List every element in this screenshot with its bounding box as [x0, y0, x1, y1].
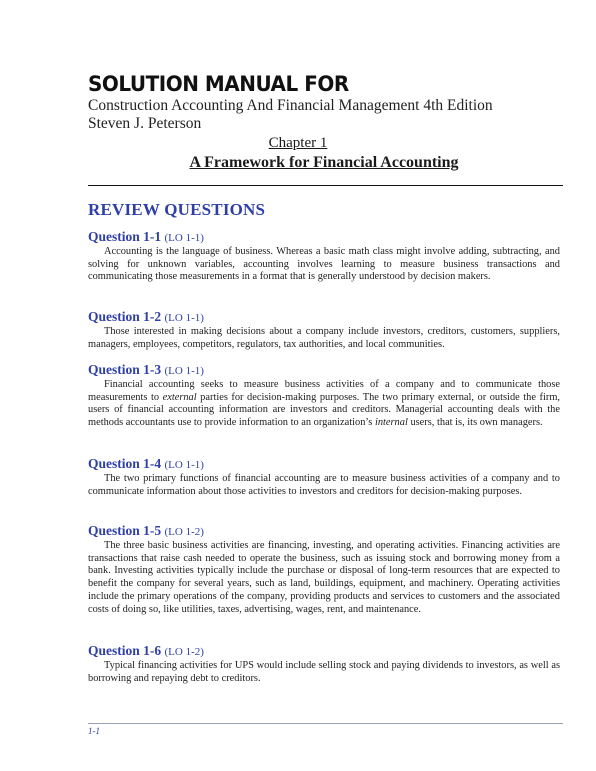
- learning-objective: (LO 1-1): [164, 365, 204, 377]
- footer-divider: [88, 723, 563, 724]
- learning-objective: (LO 1-2): [164, 646, 204, 658]
- question-number: Question 1-1: [88, 229, 162, 244]
- page-number: 1-1: [88, 726, 100, 736]
- question-block: [88, 229, 560, 284]
- question-answer: The three basic business activities are financing, investing, and operating activities. Financing activities are transactions that raise cash needed to operate the business, such as issuing stock and borrowing money from a bank. Investing activities typically include the purchase or disposal of long-term resources that are expected to benefit the company for several years, such as land, buildings, equipment, and machinery. Operating activities include the primary operations of the company, providing products and services to customers and the associated costs of doing so, like utilities, taxes, advertising, wages, rent, and maintenance.: [88, 540, 560, 615]
- question-block: [88, 309, 560, 351]
- question-answer: Accounting is the language of business. Whereas a basic math class might involve adding, subtracting, and solving for unknown variables, accounting involves learning to measure business transactions and communicating those measurements in a format that is generally understood by decision makers.: [88, 246, 560, 283]
- header-divider: [88, 185, 563, 186]
- question-number: Question 1-4: [88, 456, 162, 471]
- question-answer: Financial accounting seeks to measure business activities of a company and to communicate those measurements to external parties for decision-making purposes. The two primary external, or outside the firm, users of financial accounting information are investors and creditors. Managerial accounting deals with the methods accountants use to provide information to an organization’s internal users, that is, its own managers.: [88, 379, 560, 429]
- question-block: [88, 523, 560, 616]
- question-number: Question 1-5: [88, 523, 162, 538]
- question-header: [88, 523, 560, 540]
- learning-objective: (LO 1-2): [164, 526, 204, 538]
- question-block: [88, 456, 560, 498]
- question-answer: Typical financing activities for UPS would include selling stock and paying dividends to investors, as well as borrowing and repaying debt to creditors.: [88, 660, 560, 684]
- learning-objective: (LO 1-1): [164, 312, 204, 324]
- chapter-label: [0, 135, 596, 152]
- chapter-title-text: A Framework for Financial Accounting: [189, 154, 459, 171]
- question-header: [88, 643, 560, 660]
- chapter-title: [0, 154, 596, 172]
- question-header: [88, 309, 560, 326]
- question-block: [88, 643, 560, 685]
- section-heading: REVIEW QUESTIONS: [88, 200, 266, 219]
- book-title: Construction Accounting And Financial Management 4th Edition: [88, 97, 493, 114]
- learning-objective: (LO 1-1): [164, 232, 204, 244]
- question-answer: Those interested in making decisions about a company include investors, creditors, customers, suppliers, managers, employees, competitors, regulators, tax authorities, and local communities.: [88, 326, 560, 350]
- chapter-number: Chapter 1: [268, 135, 328, 151]
- question-answer: The two primary functions of financial accounting are to measure business activities of a company and to communicate information about those activities to investors and creditors for decision-making purposes.: [88, 473, 560, 497]
- question-number: Question 1-3: [88, 362, 162, 377]
- question-header: [88, 456, 560, 473]
- emphasis-external: external: [162, 391, 197, 403]
- question-header: [88, 229, 560, 246]
- author: Steven J. Peterson: [88, 115, 202, 132]
- question-header: [88, 362, 560, 379]
- emphasis-internal: internal: [374, 417, 408, 429]
- manual-title: SOLUTION MANUAL FOR: [88, 72, 349, 96]
- question-number: Question 1-6: [88, 643, 162, 658]
- learning-objective: (LO 1-1): [164, 459, 204, 471]
- question-block: [88, 362, 560, 430]
- question-number: Question 1-2: [88, 309, 162, 324]
